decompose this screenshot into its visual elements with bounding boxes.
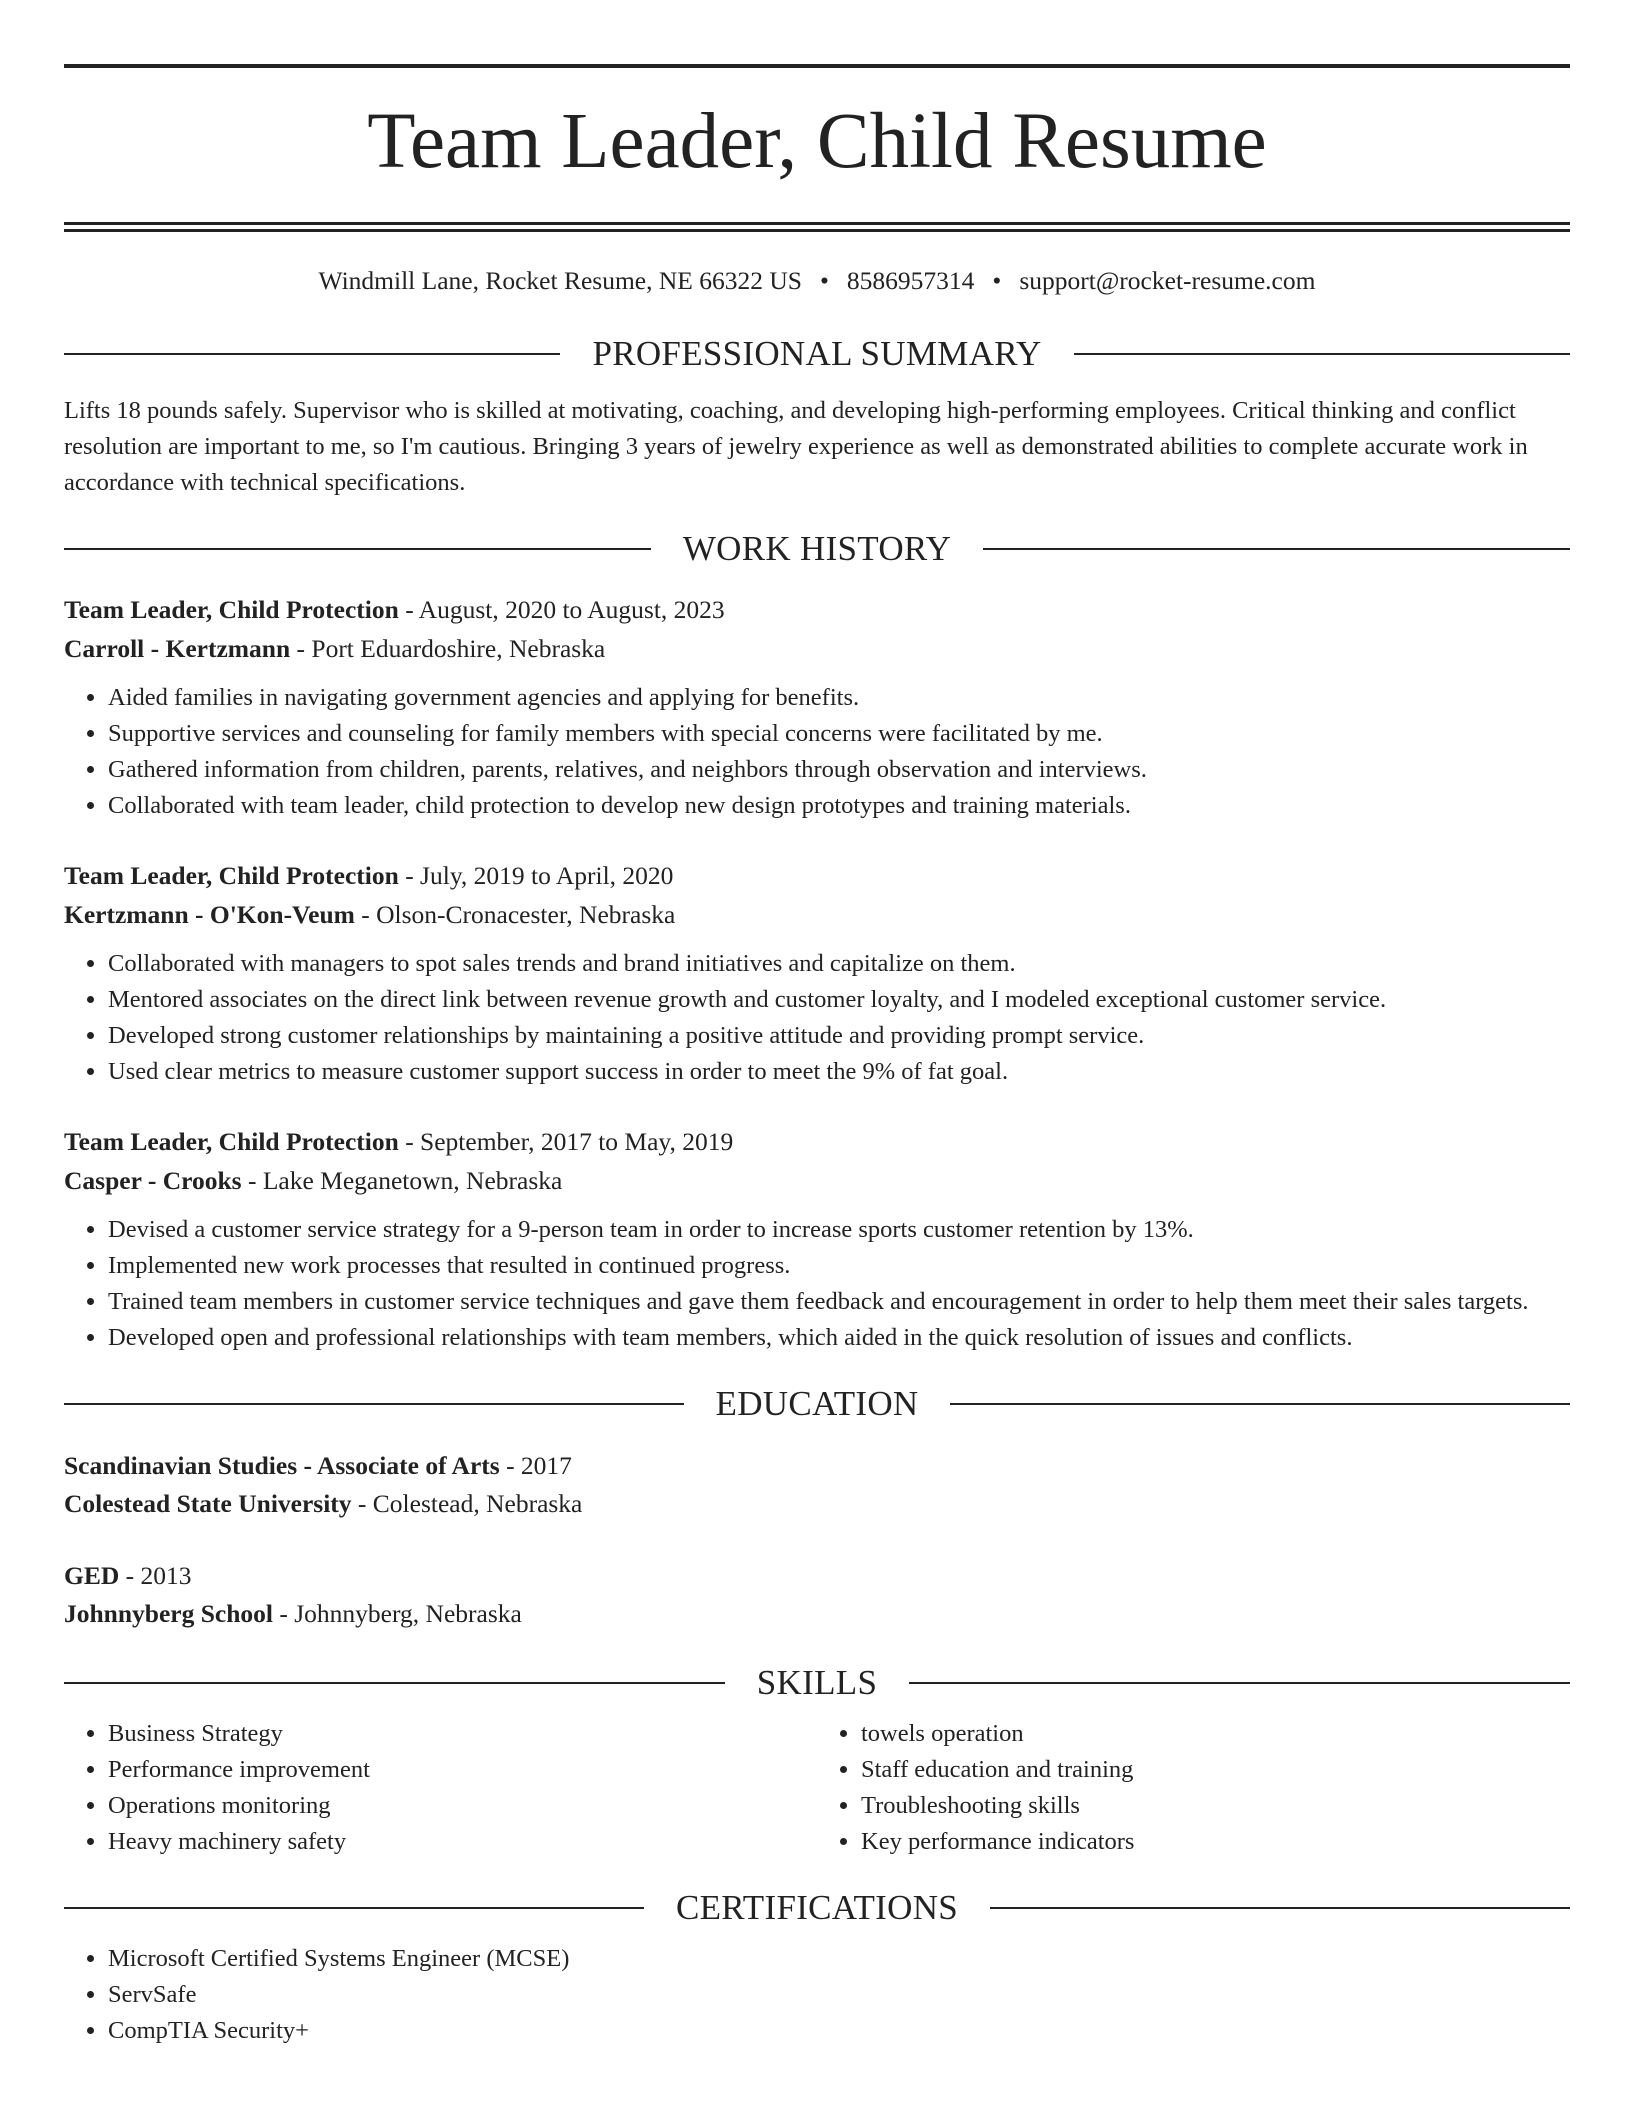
heading-rule-left bbox=[64, 1907, 644, 1909]
list-item: • Trained team members in customer service techniques and gave them feedback and encouragement in order to help them meet their sales targets. bbox=[108, 1284, 1570, 1320]
list-item: • Performance improvement bbox=[108, 1752, 817, 1788]
section-title: PROFESSIONAL SUMMARY bbox=[592, 334, 1042, 373]
section-heading-summary bbox=[64, 336, 1570, 371]
section-heading-skills bbox=[64, 1665, 1570, 1700]
summary-text: Lifts 18 pounds safely. Supervisor who is skilled at motivating, coaching, and developing high-performing employees. Critical thinking and conflict resolution are important to me, so I'm cautious. Bringing 3 years of jewelry experience as well as demonstrated abilities to complete accurate work in accordance with technical specifications. bbox=[64, 397, 1528, 496]
education-degree: Scandinavian Studies - Associate of Arts bbox=[64, 1451, 500, 1480]
list-item: • Business Strategy bbox=[108, 1716, 817, 1752]
job-dates: - September, 2017 to May, 2019 bbox=[398, 1127, 734, 1156]
list-item: • towels operation bbox=[861, 1716, 1570, 1752]
job-entry bbox=[64, 856, 1570, 1090]
section-heading-education bbox=[64, 1386, 1570, 1421]
section-title: SKILLS bbox=[756, 1663, 878, 1702]
job-location: - Port Eduardoshire, Nebraska bbox=[290, 634, 606, 663]
skills-columns bbox=[64, 1716, 1570, 1860]
section-heading-work-history bbox=[64, 531, 1570, 566]
contact-email: support@rocket-resume.com bbox=[1019, 266, 1316, 295]
job-company: Casper - Crooks bbox=[64, 1166, 242, 1195]
job-dates: - July, 2019 to April, 2020 bbox=[398, 861, 674, 890]
education-entry bbox=[64, 1447, 1570, 1523]
education-degree-line bbox=[64, 1447, 1570, 1485]
list-item: • Operations monitoring bbox=[108, 1788, 817, 1824]
certifications-list bbox=[64, 1941, 1570, 2049]
list-item: • Implemented new work processes that resulted in continued progress. bbox=[108, 1248, 1570, 1284]
education-school-line bbox=[64, 1595, 1570, 1633]
education-degree: GED bbox=[64, 1561, 120, 1590]
heading-rule-right bbox=[950, 1403, 1570, 1405]
list-item: • Troubleshooting skills bbox=[861, 1788, 1570, 1824]
heading-rule-left bbox=[64, 548, 651, 550]
section-title: EDUCATION bbox=[715, 1384, 919, 1423]
education-year: - 2017 bbox=[499, 1451, 572, 1480]
job-title-line bbox=[64, 1122, 1570, 1161]
resume-title: Team Leader, Child Resume bbox=[367, 98, 1267, 185]
list-item: • Collaborated with managers to spot sales trends and brand initiatives and capitalize on them. bbox=[108, 946, 1570, 982]
job-title-line bbox=[64, 856, 1570, 895]
list-item: • ServSafe bbox=[108, 1977, 1570, 2013]
contact-address: Windmill Lane, Rocket Resume, NE 66322 US bbox=[318, 266, 802, 295]
job-title: Team Leader, Child Protection bbox=[64, 595, 399, 624]
list-item: • Supportive services and counseling for family members with special concerns were facilitated by me. bbox=[108, 716, 1570, 752]
job-company: Kertzmann - O'Kon-Veum bbox=[64, 900, 355, 929]
contact-line bbox=[64, 266, 1570, 306]
education-location: - Colestead, Nebraska bbox=[351, 1489, 583, 1518]
education-location: - Johnnyberg, Nebraska bbox=[273, 1599, 522, 1628]
list-item: • Heavy machinery safety bbox=[108, 1824, 817, 1860]
title-double-rule bbox=[64, 222, 1570, 232]
list-item: • Developed strong customer relationships by maintaining a positive attitude and providing prompt service. bbox=[108, 1018, 1570, 1054]
list-item: • Gathered information from children, parents, relatives, and neighbors through observation and interviews. bbox=[108, 752, 1570, 788]
job-title: Team Leader, Child Protection bbox=[64, 861, 399, 890]
job-company-line bbox=[64, 629, 1570, 668]
education-degree-line bbox=[64, 1557, 1570, 1595]
skills-left-column bbox=[64, 1716, 817, 1860]
heading-rule-left bbox=[64, 353, 560, 355]
education-entry bbox=[64, 1557, 1570, 1633]
heading-rule-left bbox=[64, 1682, 725, 1684]
heading-rule-right bbox=[983, 548, 1570, 550]
section-title: CERTIFICATIONS bbox=[675, 1888, 959, 1927]
list-item: • Key performance indicators bbox=[861, 1824, 1570, 1860]
job-title-line bbox=[64, 590, 1570, 629]
job-company-line bbox=[64, 1161, 1570, 1200]
list-item: • Staff education and training bbox=[861, 1752, 1570, 1788]
job-bullets bbox=[64, 1212, 1570, 1356]
list-item: • Microsoft Certified Systems Engineer (MCSE) bbox=[108, 1941, 1570, 1977]
education-school-line bbox=[64, 1485, 1570, 1523]
job-bullets bbox=[64, 680, 1570, 824]
contact-phone: 8586957314 bbox=[846, 266, 975, 295]
job-location: - Olson-Cronacester, Nebraska bbox=[354, 900, 676, 929]
job-company: Carroll - Kertzmann bbox=[64, 634, 291, 663]
list-item: • Collaborated with team leader, child protection to develop new design prototypes and training materials. bbox=[108, 788, 1570, 824]
list-item: • Used clear metrics to measure customer support success in order to meet the 9% of fat goal. bbox=[108, 1054, 1570, 1090]
job-entry bbox=[64, 590, 1570, 824]
job-company-line bbox=[64, 895, 1570, 934]
list-item: • Devised a customer service strategy for a 9-person team in order to increase sports customer retention by 13%. bbox=[108, 1212, 1570, 1248]
job-entry bbox=[64, 1122, 1570, 1356]
section-heading-certifications bbox=[64, 1890, 1570, 1925]
contact-separator: • bbox=[992, 266, 1002, 295]
job-location: - Lake Meganetown, Nebraska bbox=[241, 1166, 563, 1195]
job-dates: - August, 2020 to August, 2023 bbox=[398, 595, 725, 624]
job-bullets bbox=[64, 946, 1570, 1090]
heading-rule-left bbox=[64, 1403, 684, 1405]
list-item: • Mentored associates on the direct link between revenue growth and customer loyalty, and I modeled exceptional customer service. bbox=[108, 982, 1570, 1018]
list-item: • Aided families in navigating government agencies and applying for benefits. bbox=[108, 680, 1570, 716]
heading-rule-right bbox=[909, 1682, 1570, 1684]
heading-rule-right bbox=[1074, 353, 1570, 355]
heading-rule-right bbox=[990, 1907, 1570, 1909]
list-item: • Developed open and professional relationships with team members, which aided in the quick resolution of issues and conflicts. bbox=[108, 1320, 1570, 1356]
job-title: Team Leader, Child Protection bbox=[64, 1127, 399, 1156]
section-title: WORK HISTORY bbox=[682, 529, 952, 568]
education-school: Colestead State University bbox=[64, 1489, 352, 1518]
contact-separator: • bbox=[819, 266, 829, 295]
education-list bbox=[64, 1447, 1570, 1633]
education-year: - 2013 bbox=[119, 1561, 192, 1590]
list-item: • CompTIA Security+ bbox=[108, 2013, 1570, 2049]
resume-page bbox=[64, 64, 1570, 2049]
skills-right-column bbox=[817, 1716, 1570, 1860]
education-school: Johnnyberg School bbox=[64, 1599, 274, 1628]
